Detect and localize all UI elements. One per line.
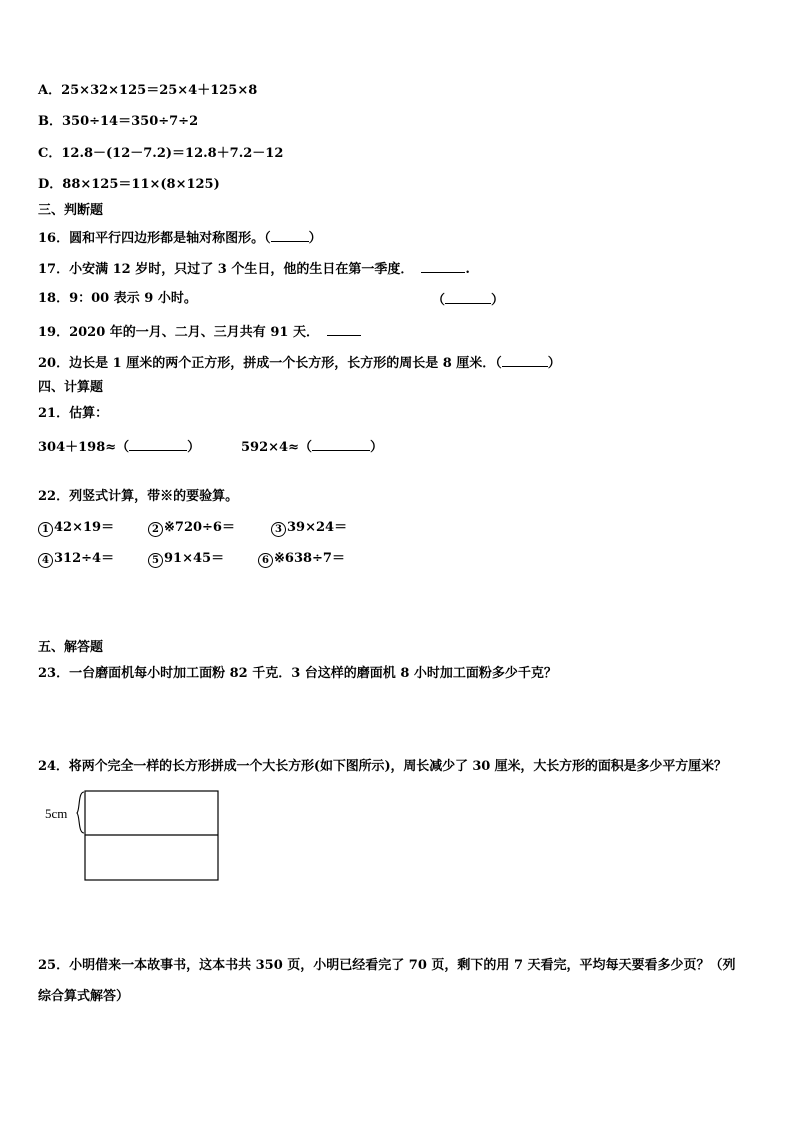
question-20-text: 20．边长是 1 厘米的两个正方形，拼成一个长方形，长方形的周长是 8 厘米．（: [38, 356, 502, 371]
answer-blank-16[interactable]: [271, 229, 309, 242]
calc-item-5: [148, 551, 224, 568]
question-21-b-tail: ）: [369, 440, 383, 455]
question-21-a-expr: 304＋198≈（: [38, 440, 130, 455]
section-heading-calculation: 四、计算题: [38, 380, 104, 395]
option-c: C．12.8－(12－7.2)＝12.8＋7.2－12: [38, 146, 284, 161]
calc-expr: 42×19＝: [54, 520, 115, 535]
dimension-label: 5cm: [45, 806, 68, 821]
question-17-text: 17．小安满 12 岁时，只过了 3 个生日，他的生日在第一季度．: [38, 262, 414, 277]
question-18-text: 18．9：00 表示 9 小时。: [38, 291, 197, 306]
circled-number: 1: [38, 522, 53, 537]
question-18-paren-close: ）: [491, 293, 505, 308]
question-24: 24．将两个完全一样的长方形拼成一个大长方形(如下图所示)，周长减少了 30 厘米，大长方形的面积是多少平方厘米？: [38, 759, 727, 774]
answer-blank-21b[interactable]: [312, 438, 370, 451]
option-a: A．25×32×125＝25×4＋125×8: [38, 83, 258, 98]
question-16-tail: ）: [308, 231, 322, 246]
question-16-text: 16．圆和平行四边形都是轴对称图形。（: [38, 231, 271, 246]
question-16: [38, 229, 322, 247]
question-22-label: 22．列竖式计算，带※的要验算。: [38, 489, 239, 504]
calc-item-4: [38, 551, 114, 568]
circled-number: 2: [148, 522, 163, 537]
question-25-line-1: 25．小明借来一本故事书，这本书共 350 页，小明已经看完了 70 页，剩下的用 7 天看完，平均每天要看多少页？（列: [38, 958, 736, 973]
calc-expr: 312÷4＝: [54, 551, 115, 566]
option-b: B．350÷14＝350÷7÷2: [38, 114, 199, 129]
section-heading-word-problems: 五、解答题: [38, 640, 104, 655]
calc-item-2: [148, 520, 235, 537]
question-18-paren-open: （: [432, 293, 446, 308]
section-heading-judgment: 三、判断题: [38, 203, 104, 218]
question-21-b-expr: 592×4≈（: [241, 440, 312, 455]
answer-blank-17[interactable]: [421, 260, 465, 273]
question-20: [38, 354, 561, 372]
option-d: D．88×125＝11×(8×125): [38, 177, 220, 192]
brace-icon: [77, 792, 84, 833]
circled-number: 6: [258, 553, 273, 568]
circled-number: 4: [38, 553, 53, 568]
calc-expr: 39×24＝: [287, 520, 348, 535]
answer-blank-19[interactable]: [327, 323, 361, 336]
question-20-tail: ）: [547, 356, 561, 371]
calc-expr: ※720÷6＝: [164, 520, 235, 535]
calc-item-3: [271, 520, 347, 537]
question-18: [38, 291, 197, 307]
rectangle-figure: [44, 788, 224, 884]
calc-item-1: [38, 520, 114, 537]
circled-number: 3: [271, 522, 286, 537]
question-25-line-2: 综合算式解答）: [38, 989, 130, 1004]
calc-item-6: [258, 551, 345, 568]
question-17: [38, 260, 470, 278]
answer-blank-20[interactable]: [502, 354, 548, 367]
question-23: 23．一台磨面机每小时加工面粉 82 千克．3 台这样的磨面机 8 小时加工面粉多少千克？: [38, 666, 557, 681]
question-21-label: 21．估算：: [38, 406, 109, 421]
answer-blank-18[interactable]: [445, 291, 491, 304]
question-21-b: [241, 438, 383, 456]
calc-expr: 91×45＝: [164, 551, 225, 566]
answer-blank-21a[interactable]: [129, 438, 187, 451]
question-19-text: 19．2020 年的一月、二月、三月共有 91 天．: [38, 325, 319, 340]
circled-number: 5: [148, 553, 163, 568]
question-21-a: [38, 438, 200, 456]
question-18-answer: [432, 291, 504, 309]
calc-expr: ※638÷7＝: [274, 551, 345, 566]
question-21-a-tail: ）: [187, 440, 201, 455]
question-17-tail: .: [465, 262, 470, 277]
question-19: [38, 323, 361, 341]
